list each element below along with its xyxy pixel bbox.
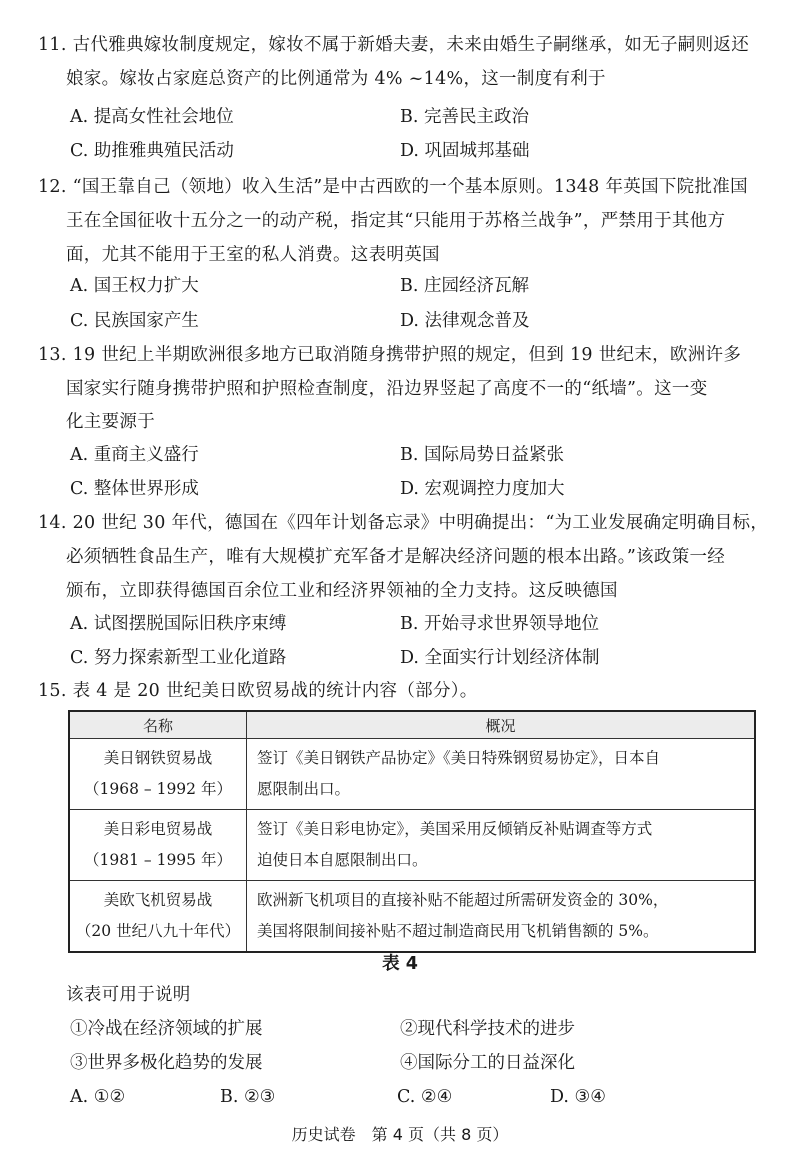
q14-stem-line1: 14. 20 世纪 30 年代，德国在《四年计划备忘录》中明确提出：“为工业发展确定明确目标， [38,513,769,533]
q13-option-c[interactable]: C. 整体世界形成 [70,479,199,499]
trade-war-table [68,710,756,953]
row-name-line2: （1981 – 1995 年） [84,851,232,869]
q15-item-1: ①冷战在经济领域的扩展 [70,1019,263,1039]
q15-items-row1 [70,1012,772,1046]
q11-option-a[interactable]: A. 提高女性社会地位 [70,107,234,127]
q12-stem-line2: 王在全国征收十五分之一的动产税，指定其“只能用于苏格兰战争”，严禁用于其他方 [66,211,726,231]
row-desc-line1: 欧洲新飞机项目的直接补贴不能超过所需研发资金的 30%， [257,891,669,909]
row-name-line2: （1968 – 1992 年） [84,780,232,798]
q15-option-a[interactable]: A. ①② [70,1087,126,1107]
table-cell-desc [247,739,756,810]
q15-item-4: ④国际分工的日益深化 [400,1053,575,1073]
q13-stem-line3: 化主要源于 [66,412,155,432]
q12-stem-line3: 面，尤其不能用于王室的私人消费。这表明英国 [66,245,440,265]
q12-option-a[interactable]: A. 国王权力扩大 [70,276,199,296]
q11-option-d[interactable]: D. 巩固城邦基础 [400,141,530,161]
row-name-line2: （20 世纪八九十年代） [75,922,241,940]
q15-prompt: 该表可用于说明 [66,985,191,1005]
q13-option-d[interactable]: D. 宏观调控力度加大 [400,479,565,499]
q11-stem-line1: 11. 古代雅典嫁妆制度规定，嫁妆不属于新婚夫妻，未来由婚生子嗣继承，如无子嗣则返还 [38,35,749,55]
q12-option-c[interactable]: C. 民族国家产生 [70,311,199,331]
q11-options-row2 [70,134,772,168]
q11-option-b[interactable]: B. 完善民主政治 [400,107,529,127]
q11-stem-line2: 娘家。嫁妆占家庭总资产的比例通常为 4% ~14%，这一制度有利于 [66,69,606,89]
row-name-line1: 美日彩电贸易战 [103,820,213,838]
row-desc-line2: 愿限制出口。 [257,780,351,798]
q14-stem-line2: 必须牺牲食品生产，唯有大规模扩充军备才是解决经济问题的根本出路。”该政策一经 [66,547,726,567]
q15-options-row [70,1080,770,1114]
table-caption: 表 4 [382,954,418,974]
q14-option-d[interactable]: D. 全面实行计划经济体制 [400,648,600,668]
table-row [69,881,755,953]
q15-items-row2 [70,1046,772,1080]
table-header-row [69,711,755,739]
row-desc-line1: 签订《美日钢铁产品协定》《美日特殊钢贸易协定》，日本自 [257,749,661,767]
q14-option-b[interactable]: B. 开始寻求世界领导地位 [400,614,599,634]
table-cell-desc [247,881,756,953]
q15-item-2: ②现代科学技术的进步 [400,1019,575,1039]
q13-options-row2 [70,472,772,506]
row-name-line1: 美日钢铁贸易战 [103,749,213,767]
q14-option-a[interactable]: A. 试图摆脱国际旧秩序束缚 [70,614,287,634]
q13-option-b[interactable]: B. 国际局势日益紧张 [400,445,564,465]
q14-stem-line3: 颁布，立即获得德国百余位工业和经济界领袖的全力支持。这反映德国 [66,581,618,601]
q13-options-row1 [70,438,772,472]
table-cell-desc [247,810,756,881]
q15-item-3: ③世界多极化趋势的发展 [70,1053,263,1073]
page-footer: 历史试卷 第 4 页（共 8 页） [291,1125,509,1144]
table-row [69,810,755,881]
q12-stem-line1: 12. “国王靠自己（领地）收入生活”是中古西欧的一个基本原则。1348 年英国下院批准国 [38,177,748,197]
q15-option-c[interactable]: C. ②④ [397,1087,453,1107]
row-desc-line2: 美国将限制间接补贴不超过制造商民用飞机销售额的 5%。 [257,922,659,940]
q12-option-b[interactable]: B. 庄园经济瓦解 [400,276,529,296]
table-cell-name [69,881,247,953]
q13-stem-line1: 13. 19 世纪上半期欧洲很多地方已取消随身携带护照的规定，但到 19 世纪末，欧洲许多 [38,345,742,365]
q14-options-row2 [70,641,772,675]
q15-stem-line1: 15. 表 4 是 20 世纪美日欧贸易战的统计内容（部分）。 [38,681,478,701]
q13-stem-line2: 国家实行随身携带护照和护照检查制度，沿边界竖起了高度不一的“纸墙”。这一变 [66,379,708,399]
q15-option-d[interactable]: D. ③④ [550,1087,606,1107]
table-cell-name [69,810,247,881]
q14-option-c[interactable]: C. 努力探索新型工业化道路 [70,648,287,668]
q12-option-d[interactable]: D. 法律观念普及 [400,311,530,331]
row-desc-line2: 迫使日本自愿限制出口。 [257,851,428,869]
row-desc-line1: 签订《美日彩电协定》，美国采用反倾销反补贴调查等方式 [257,820,653,838]
q11-option-c[interactable]: C. 助推雅典殖民活动 [70,141,234,161]
q15-option-b[interactable]: B. ②③ [220,1087,276,1107]
q14-options-row1 [70,607,772,641]
table-row [69,739,755,810]
table-header-overview: 概况 [247,711,756,739]
row-name-line1: 美欧飞机贸易战 [103,891,213,909]
table-header-name: 名称 [69,711,247,739]
table-cell-name [69,739,247,810]
q12-options-row2 [70,304,772,338]
q12-options-row1 [70,269,772,303]
q13-option-a[interactable]: A. 重商主义盛行 [70,445,199,465]
q11-options-row1 [70,100,772,134]
